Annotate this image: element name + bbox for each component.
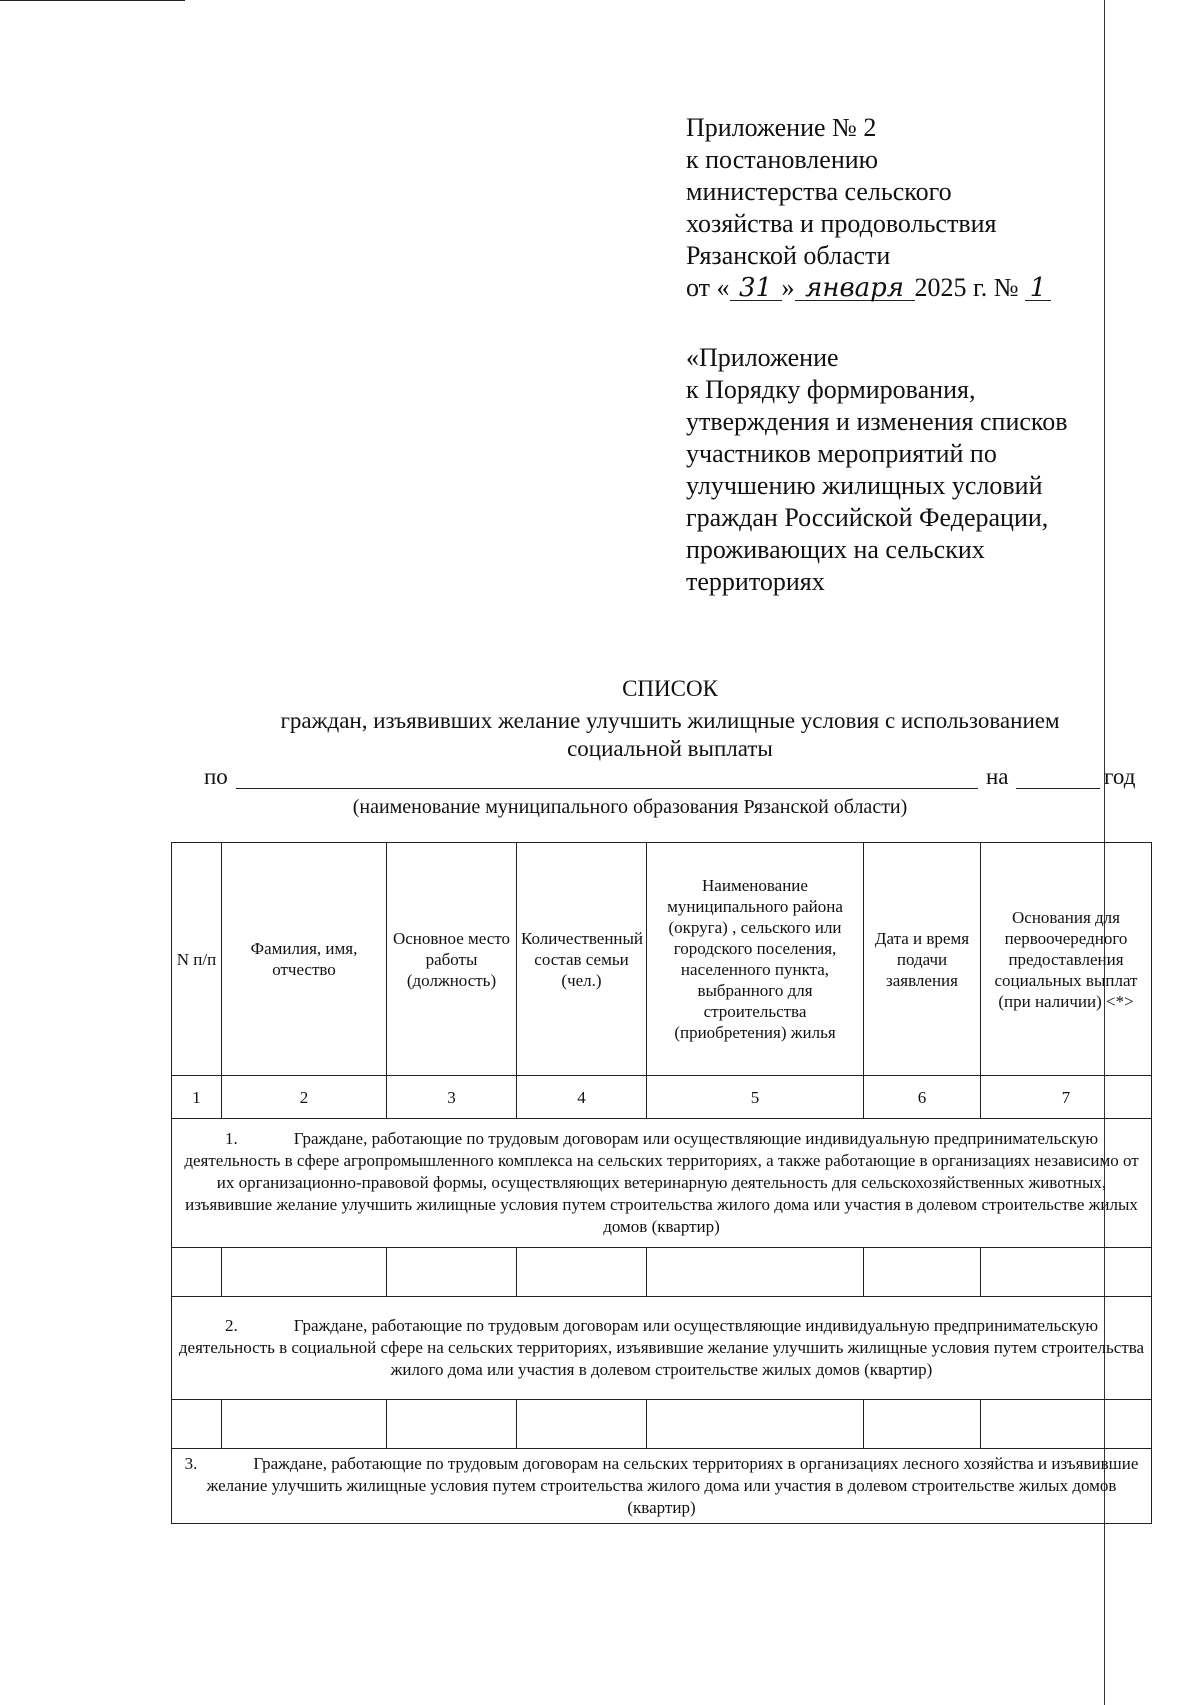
list-subtitle: социальной выплаты xyxy=(567,736,773,761)
appendix-line: Рязанской области xyxy=(686,241,891,270)
section-row xyxy=(172,1119,1152,1248)
order-line: участников мероприятий по xyxy=(686,439,997,468)
list-subtitle: граждан, изъявивших желание улучшить жилищные условия с использованием xyxy=(280,708,1060,733)
order-line: утверждения и изменения списков xyxy=(686,407,1068,436)
appendix-header xyxy=(686,112,1146,304)
table-cell xyxy=(647,1248,864,1297)
order-line: проживающих на сельских xyxy=(686,535,985,564)
section-number: 3. xyxy=(184,1454,198,1473)
section-number: 2. xyxy=(224,1316,238,1335)
header-cell: Количественный состав семьи (чел.) xyxy=(517,843,647,1076)
appendix-line: хозяйства и продовольствия xyxy=(686,209,997,238)
date-prefix: от « xyxy=(686,273,730,302)
appendix-line: министерства сельского xyxy=(686,177,952,206)
column-number: 1 xyxy=(172,1076,222,1119)
table-row xyxy=(172,1400,1152,1449)
table-cell xyxy=(517,1248,647,1297)
list-title: СПИСОК xyxy=(622,676,718,701)
municipality-blank xyxy=(236,788,978,789)
appendix-date-line xyxy=(686,272,1146,304)
section-cell xyxy=(172,1297,1152,1400)
header-cell: Наименование муниципального района (округа) , сельского или городского поселения, населенного пункта, выбранного для строительства (приобретения) жилья xyxy=(647,843,864,1076)
table-cell xyxy=(647,1400,864,1449)
section-number: 1. xyxy=(224,1129,238,1148)
order-reference xyxy=(686,342,1156,598)
header-cell: N п/п xyxy=(172,843,222,1076)
header-cell: Основания для первоочередного предоставления социальных выплат (при наличии) <*> xyxy=(981,843,1152,1076)
order-line: граждан Российской Федерации, xyxy=(686,503,1049,532)
year-blank xyxy=(1016,788,1100,789)
order-line: территориях xyxy=(686,567,825,596)
table-cell xyxy=(222,1248,387,1297)
order-line: улучшению жилищных условий xyxy=(686,471,1043,500)
god-label: год xyxy=(1104,764,1136,789)
na-label: на xyxy=(986,764,1009,789)
table-cell xyxy=(864,1248,981,1297)
section-row xyxy=(172,1449,1152,1524)
handwritten-day: 31 xyxy=(730,276,782,301)
table-cell xyxy=(387,1248,517,1297)
appendix-line: Приложение № 2 xyxy=(686,113,877,142)
order-line: «Приложение xyxy=(686,343,839,372)
scan-edge-line xyxy=(0,0,185,1)
column-number-row xyxy=(172,1076,1152,1119)
date-mid: » xyxy=(781,273,795,302)
section-text: Граждане, работающие по трудовым договорам или осуществляющие индивидуальную предпринимательскую деятельность в сфере агропромышленного комплекса на сельских территориях, а также работающие в организациях независимо от их организационно-правовой формы, осуществляющих ветеринарную деятельность для сельскохозяйственных животных, изъявившие желание улучшить жилищные условия путем строительства жилого дома или участия в долевом строительстве жилых домов (квартир) xyxy=(184,1129,1139,1236)
citizens-table xyxy=(171,842,1152,1524)
appendix-line: к постановлению xyxy=(686,145,879,174)
column-number: 6 xyxy=(864,1076,981,1119)
table-cell xyxy=(864,1400,981,1449)
table-cell xyxy=(172,1400,222,1449)
order-line: к Порядку формирования, xyxy=(686,375,976,404)
table-cell xyxy=(172,1248,222,1297)
table-cell xyxy=(517,1400,647,1449)
municipality-caption: (наименование муниципального образования Рязанской области) xyxy=(352,796,908,818)
column-number: 3 xyxy=(387,1076,517,1119)
table-row xyxy=(172,1248,1152,1297)
table-cell xyxy=(222,1400,387,1449)
section-cell xyxy=(172,1119,1152,1248)
section-row xyxy=(172,1297,1152,1400)
header-cell: Основное место работы (должность) xyxy=(387,843,517,1076)
municipality-line xyxy=(204,764,1144,794)
section-text: Граждане, работающие по трудовым договорам на сельских территориях в организациях лесного хозяйства и изъявившие желание улучшить жилищные условия путем строительства жилого дома или участия в долевом строительстве жилых домов (квартир) xyxy=(206,1454,1139,1517)
table-cell xyxy=(387,1400,517,1449)
po-label: по xyxy=(204,764,228,789)
table-cell xyxy=(981,1248,1152,1297)
handwritten-doc-number: 1 xyxy=(1025,276,1051,301)
handwritten-month: января xyxy=(795,276,915,301)
header-cell: Фамилия, имя, отчество xyxy=(222,843,387,1076)
header-cell: Дата и время подачи заявления xyxy=(864,843,981,1076)
column-number: 5 xyxy=(647,1076,864,1119)
column-number: 4 xyxy=(517,1076,647,1119)
section-text: Граждане, работающие по трудовым договорам или осуществляющие индивидуальную предпринимательскую деятельность в социальной сфере на сельских территориях, изъявившие желание улучшить жилищные условия путем строительства жилого дома или участия в долевом строительстве жилых домов (квартир) xyxy=(178,1316,1145,1379)
section-cell xyxy=(172,1449,1152,1524)
column-number: 7 xyxy=(981,1076,1152,1119)
date-year: 2025 г. № xyxy=(914,273,1019,302)
table-header-row xyxy=(172,843,1152,1076)
table-cell xyxy=(981,1400,1152,1449)
column-number: 2 xyxy=(222,1076,387,1119)
